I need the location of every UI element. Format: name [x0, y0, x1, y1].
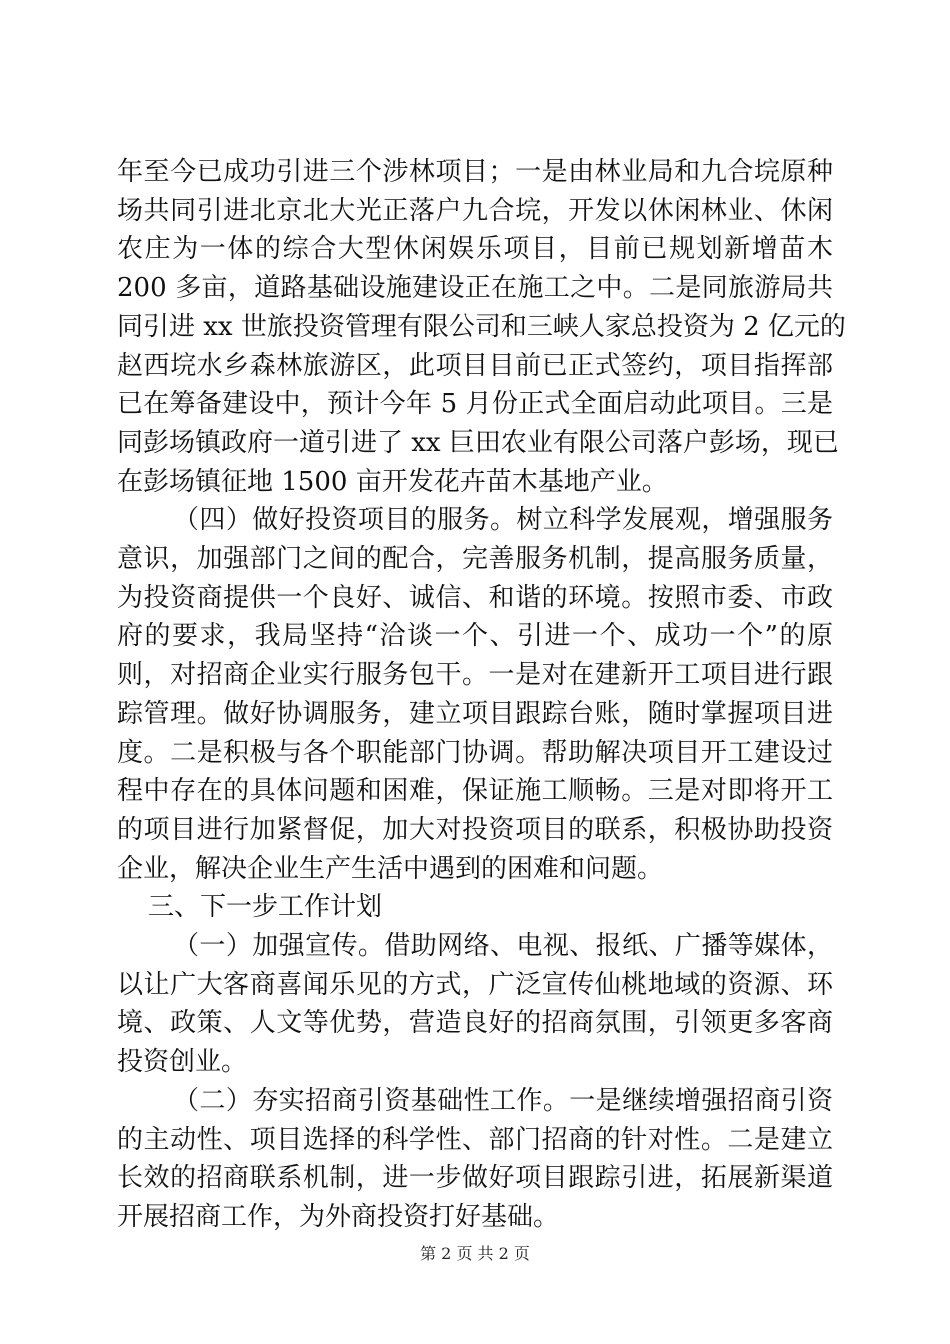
- text-line: 已在筹备建设中，预计今年 5 月份正式全面启动此项目。三是: [117, 389, 833, 420]
- text-line: 意识，加强部门之间的配合，完善服务机制，提高服务质量，: [117, 544, 833, 575]
- text-line: 则，对招商企业实行服务包干。一是对在建新开工项目进行跟: [117, 660, 833, 691]
- text-line: 境、政策、人文等优势，营造良好的招商氛围，引领更多客商: [117, 1008, 833, 1039]
- text-line: 同引进 xx 世旅投资管理有限公司和三峡人家总投资为 2 亿元的: [117, 311, 846, 342]
- text-line: 年至今已成功引进三个涉林项目；一是由林业局和九合垸原种: [117, 157, 833, 187]
- text-line: 开展招商工作，为外商投资打好基础。: [117, 1202, 560, 1232]
- paragraph-heading: （二）夯实招商引资基础性工作。一是继续增强招商引资: [173, 1085, 833, 1116]
- text-line: 的项目进行加紧督促，加大对投资项目的联系，积极协助投资: [117, 814, 833, 845]
- text-line: 的主动性、项目选择的科学性、部门招商的针对性。二是建立: [117, 1124, 833, 1155]
- text-line: 赵西垸水乡森林旅游区，此项目目前已正式签约，项目指挥部: [117, 350, 833, 381]
- text-line: 企业，解决企业生产生活中遇到的困难和问题。: [117, 853, 664, 884]
- section-heading: 三、下一步工作计划: [148, 892, 383, 923]
- text-line: 程中存在的具体问题和困难，保证施工顺畅。三是对即将开工: [117, 776, 833, 807]
- text-line: 府的要求，我局坚持“洽谈一个、引进一个、成功一个”的原: [117, 621, 833, 652]
- text-line: 农庄为一体的综合大型休闲娱乐项目，目前已规划新增苗木: [117, 234, 833, 265]
- text-line: 同彭场镇政府一道引进了 xx 巨田农业有限公司落户彭场，现已: [117, 427, 839, 458]
- page-footer: 第 2 页 共 2 页: [420, 1244, 530, 1263]
- paragraph-heading: （一）加强宣传。借助网络、电视、报纸、广播等媒体，: [173, 931, 833, 962]
- text-line: 以让广大客商喜闻乐见的方式，广泛宣传仙桃地域的资源、环: [117, 969, 833, 1000]
- paragraph-heading: （四）做好投资项目的服务。树立科学发展观，增强服务: [173, 505, 833, 536]
- text-line: 200 多亩，道路基础设施建设正在施工之中。二是同旅游局共: [117, 273, 833, 304]
- text-line: 长效的招商联系机制，进一步做好项目跟踪引进，拓展新渠道: [117, 1163, 833, 1194]
- text-line: 投资创业。: [117, 1047, 248, 1078]
- text-line: 在彭场镇征地 1500 亩开发花卉苗木基地产业。: [117, 466, 668, 497]
- text-line: 场共同引进北京北大光正落户九合垸，开发以休闲林业、休闲: [117, 195, 833, 226]
- text-line: 为投资商提供一个良好、诚信、和谐的环境。按照市委、市政: [117, 582, 833, 613]
- text-line: 度。二是积极与各个职能部门协调。帮助解决项目开工建设过: [117, 737, 833, 768]
- text-line: 踪管理。做好协调服务，建立项目跟踪台账，随时掌握项目进: [117, 698, 833, 729]
